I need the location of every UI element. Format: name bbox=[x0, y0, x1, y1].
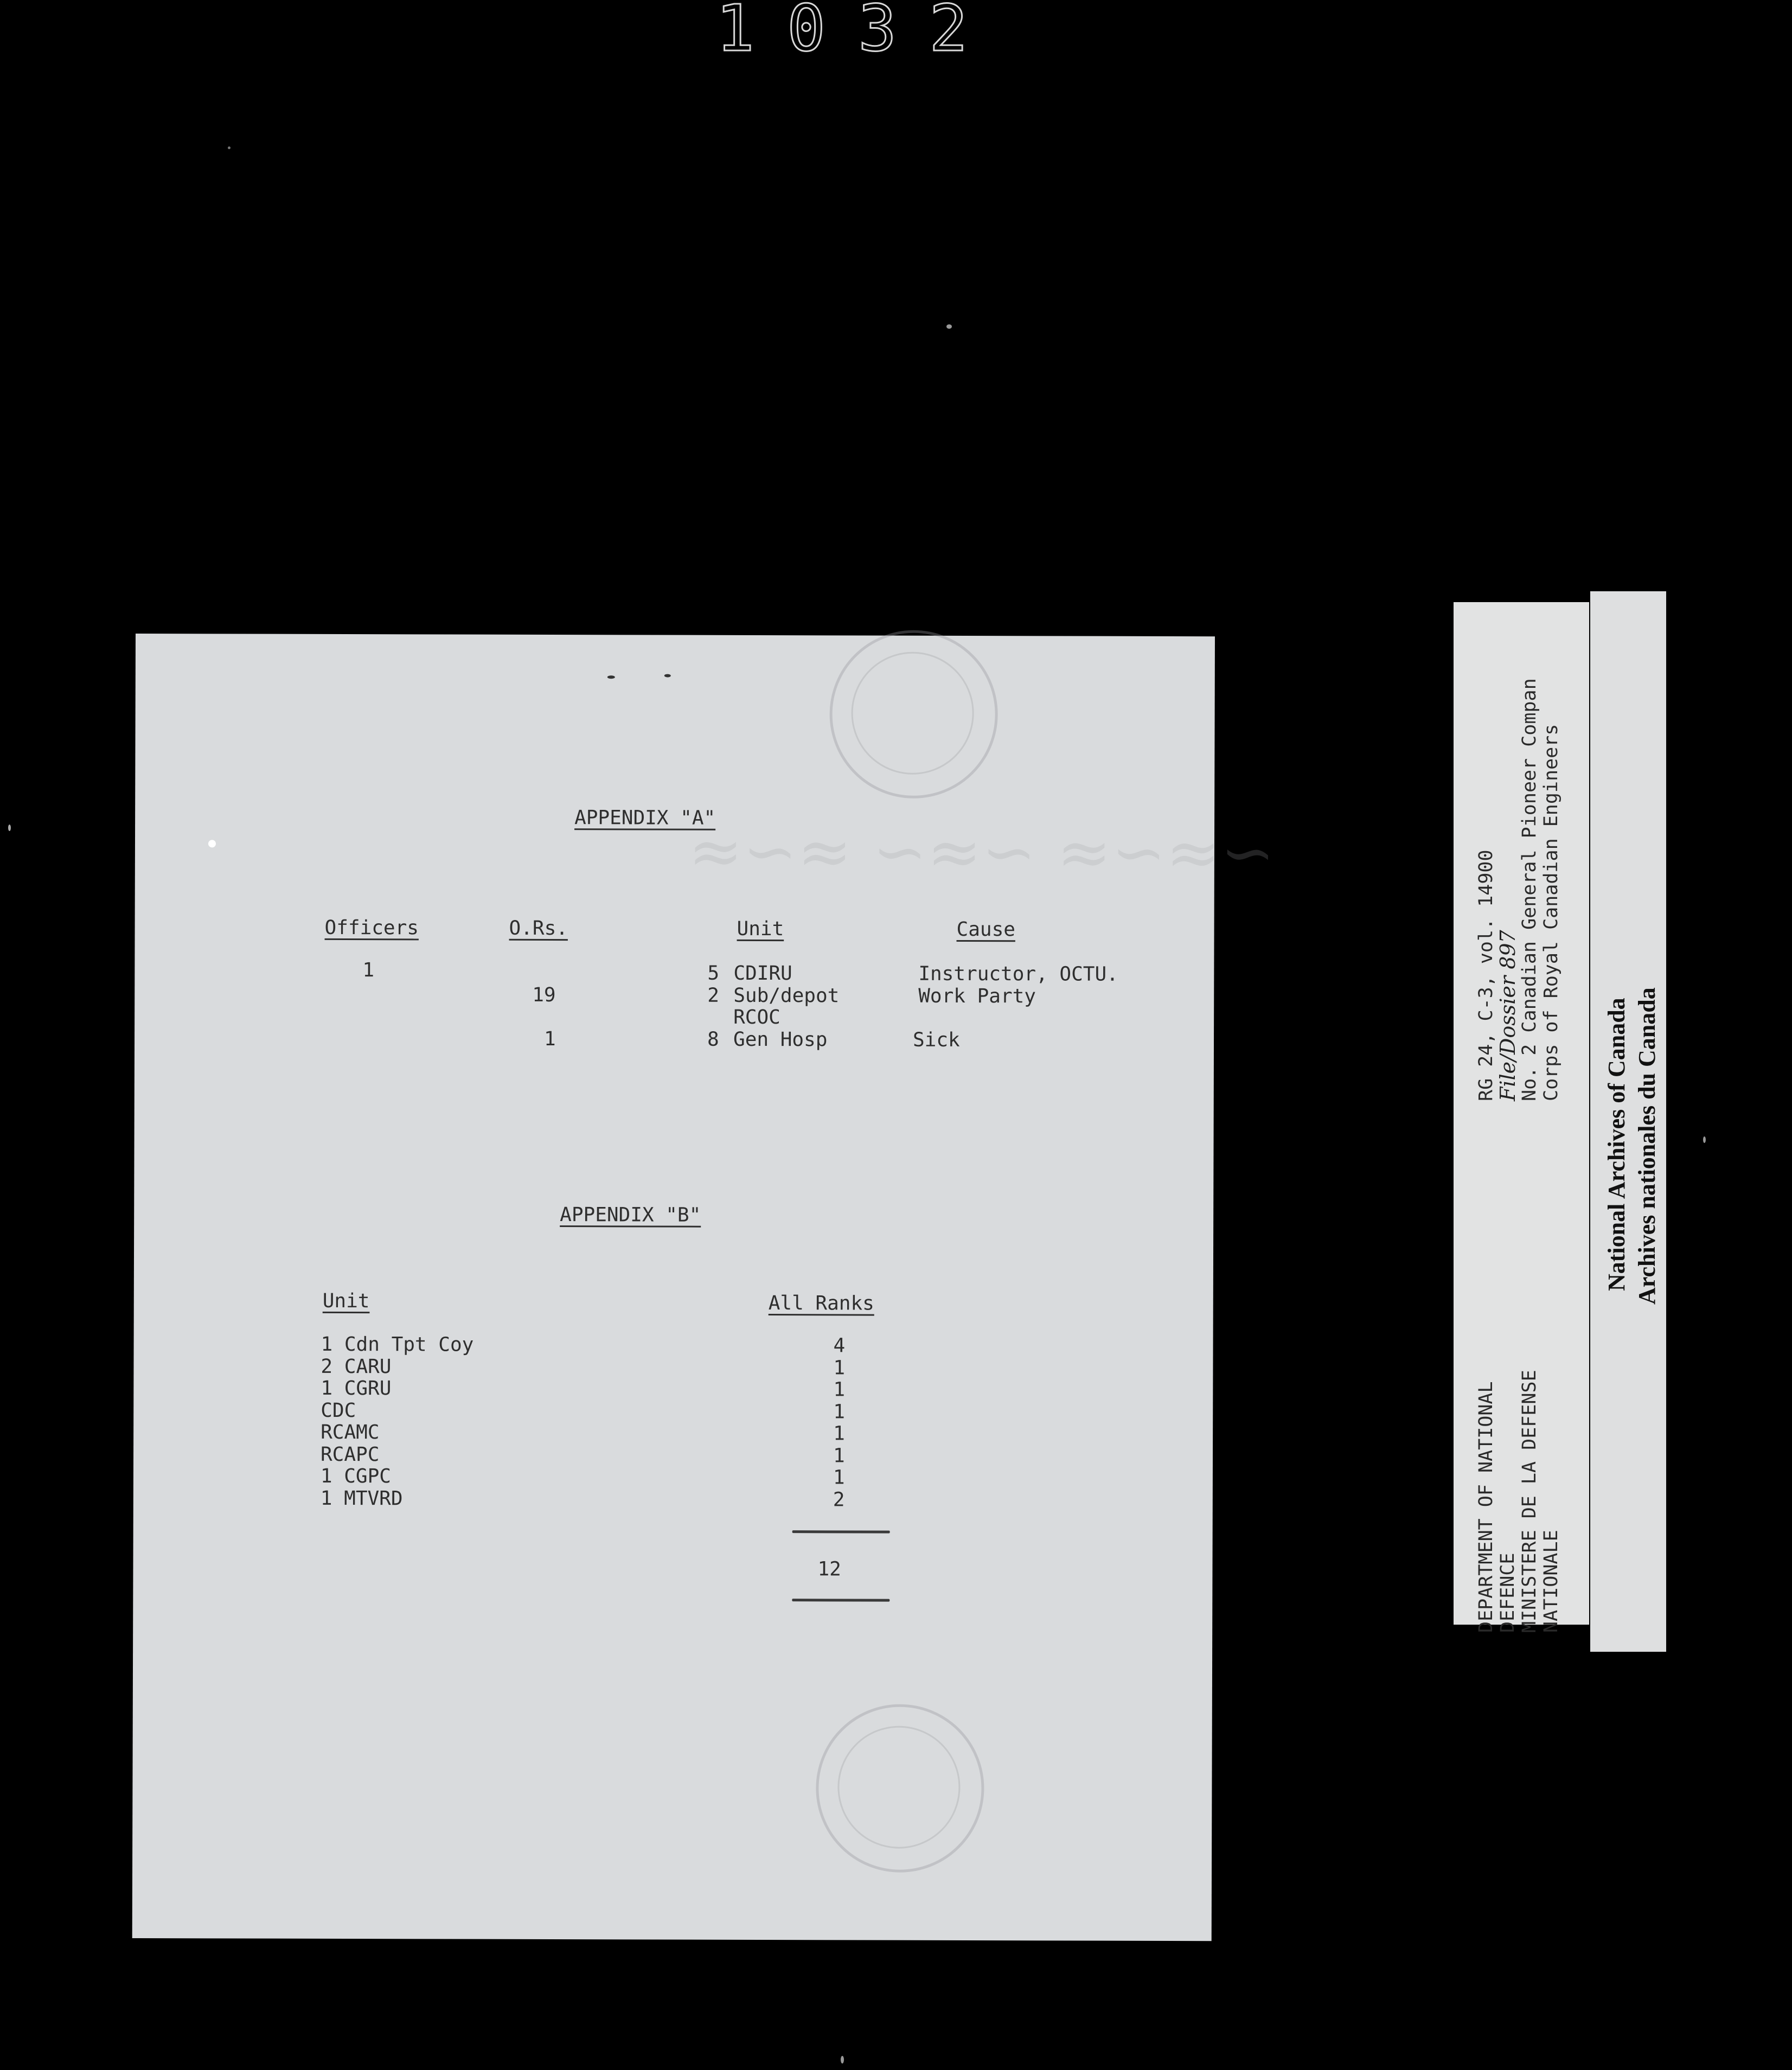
row3-unit-num: 8 bbox=[707, 1028, 719, 1051]
appendix-a-title: APPENDIX "A" bbox=[574, 807, 716, 829]
row2-ors: 19 bbox=[532, 983, 556, 1007]
dept-line-4: NATIONALE bbox=[1540, 1530, 1562, 1633]
header-cause: Cause bbox=[956, 918, 1016, 941]
archives-english: National Archives of Canada bbox=[1603, 998, 1630, 1291]
archive-reference-label bbox=[1454, 602, 1589, 1633]
frame-number: 1032 bbox=[716, 0, 1001, 66]
appendix-b-unit: 1 CGRU bbox=[321, 1377, 392, 1400]
row2-unit-num: 2 bbox=[707, 984, 719, 1007]
record-group-ref: RG 24, C-3, vol. 14900 bbox=[1475, 849, 1497, 1101]
appendix-b-count: 1 bbox=[833, 1466, 845, 1489]
speck bbox=[946, 324, 952, 329]
appendix-b-count: 1 bbox=[833, 1400, 845, 1423]
header-b-unit: Unit bbox=[322, 1289, 370, 1313]
speck bbox=[1703, 1136, 1706, 1143]
appendix-b-count: 1 bbox=[833, 1356, 846, 1379]
appendix-b-unit: 1 Cdn Tpt Coy bbox=[321, 1333, 474, 1356]
appendix-b-count: 4 bbox=[833, 1334, 846, 1357]
faint-handwriting-ghost: ≈∽≈ ∽≈∽ ≈∽≈∽ bbox=[688, 814, 1275, 891]
dept-line-1: DEPARTMENT OF NATIONAL bbox=[1475, 1381, 1497, 1633]
appendix-b-count: 1 bbox=[833, 1444, 845, 1467]
row2-unit-line2: RCOC bbox=[733, 1006, 780, 1029]
archives-label bbox=[1590, 591, 1666, 1652]
appendix-b-count: 2 bbox=[833, 1488, 845, 1511]
speck bbox=[208, 840, 216, 847]
speck bbox=[841, 2056, 844, 2063]
header-officers: Officers bbox=[324, 916, 419, 940]
row1-officers: 1 bbox=[362, 959, 375, 982]
unit-name-line-2: Corps of Royal Canadian Engineers bbox=[1540, 724, 1562, 1101]
dept-line-3: MINISTERE DE LA DEFENSE bbox=[1519, 1370, 1540, 1633]
total-rule-top bbox=[792, 1530, 890, 1533]
row3-cause: Sick bbox=[912, 1028, 960, 1051]
header-ors: O.Rs. bbox=[509, 917, 568, 940]
row3-ors: 1 bbox=[543, 1027, 556, 1051]
faint-stamp-top-inner bbox=[851, 651, 974, 775]
speck bbox=[228, 146, 231, 149]
row1-unit: CDIRU bbox=[733, 962, 792, 985]
appendix-b-count: 1 bbox=[833, 1422, 845, 1445]
header-b-all-ranks: All Ranks bbox=[768, 1292, 874, 1315]
speck bbox=[8, 825, 11, 831]
speck bbox=[664, 674, 671, 678]
row2-cause: Work Party bbox=[918, 985, 1036, 1008]
row1-cause: Instructor, OCTU. bbox=[918, 962, 1118, 986]
appendix-b-total: 12 bbox=[817, 1558, 841, 1581]
faint-stamp-bottom-inner bbox=[837, 1726, 961, 1849]
speck bbox=[607, 675, 615, 679]
appendix-b-title: APPENDIX "B" bbox=[560, 1204, 701, 1226]
dept-line-2: DEFENCE bbox=[1497, 1553, 1519, 1633]
total-rule-bottom bbox=[792, 1599, 889, 1601]
appendix-b-unit: CDC bbox=[321, 1399, 356, 1422]
appendix-b-unit: RCAMC bbox=[321, 1421, 380, 1444]
appendix-b-unit: 2 CARU bbox=[321, 1355, 392, 1378]
appendix-b-count: 1 bbox=[833, 1378, 846, 1401]
appendix-b-unit: 1 CGPC bbox=[320, 1465, 392, 1488]
row3-unit: Gen Hosp bbox=[733, 1028, 828, 1051]
row1-unit-num: 5 bbox=[707, 962, 720, 985]
row2-unit: Sub/depot bbox=[733, 984, 840, 1007]
appendix-b-unit: 1 MTVRD bbox=[320, 1487, 403, 1510]
header-unit: Unit bbox=[737, 917, 784, 941]
appendix-b-rows bbox=[136, 634, 1215, 636]
appendix-b-unit: RCAPC bbox=[320, 1443, 380, 1466]
unit-name-line-1: No. 2 Canadian General Pioneer Compan bbox=[1519, 678, 1540, 1101]
archives-french: Archives nationales du Canada bbox=[1634, 987, 1660, 1305]
document-page bbox=[132, 634, 1275, 1941]
file-dossier-handwritten: File/Dossier 897 bbox=[1496, 930, 1520, 1101]
